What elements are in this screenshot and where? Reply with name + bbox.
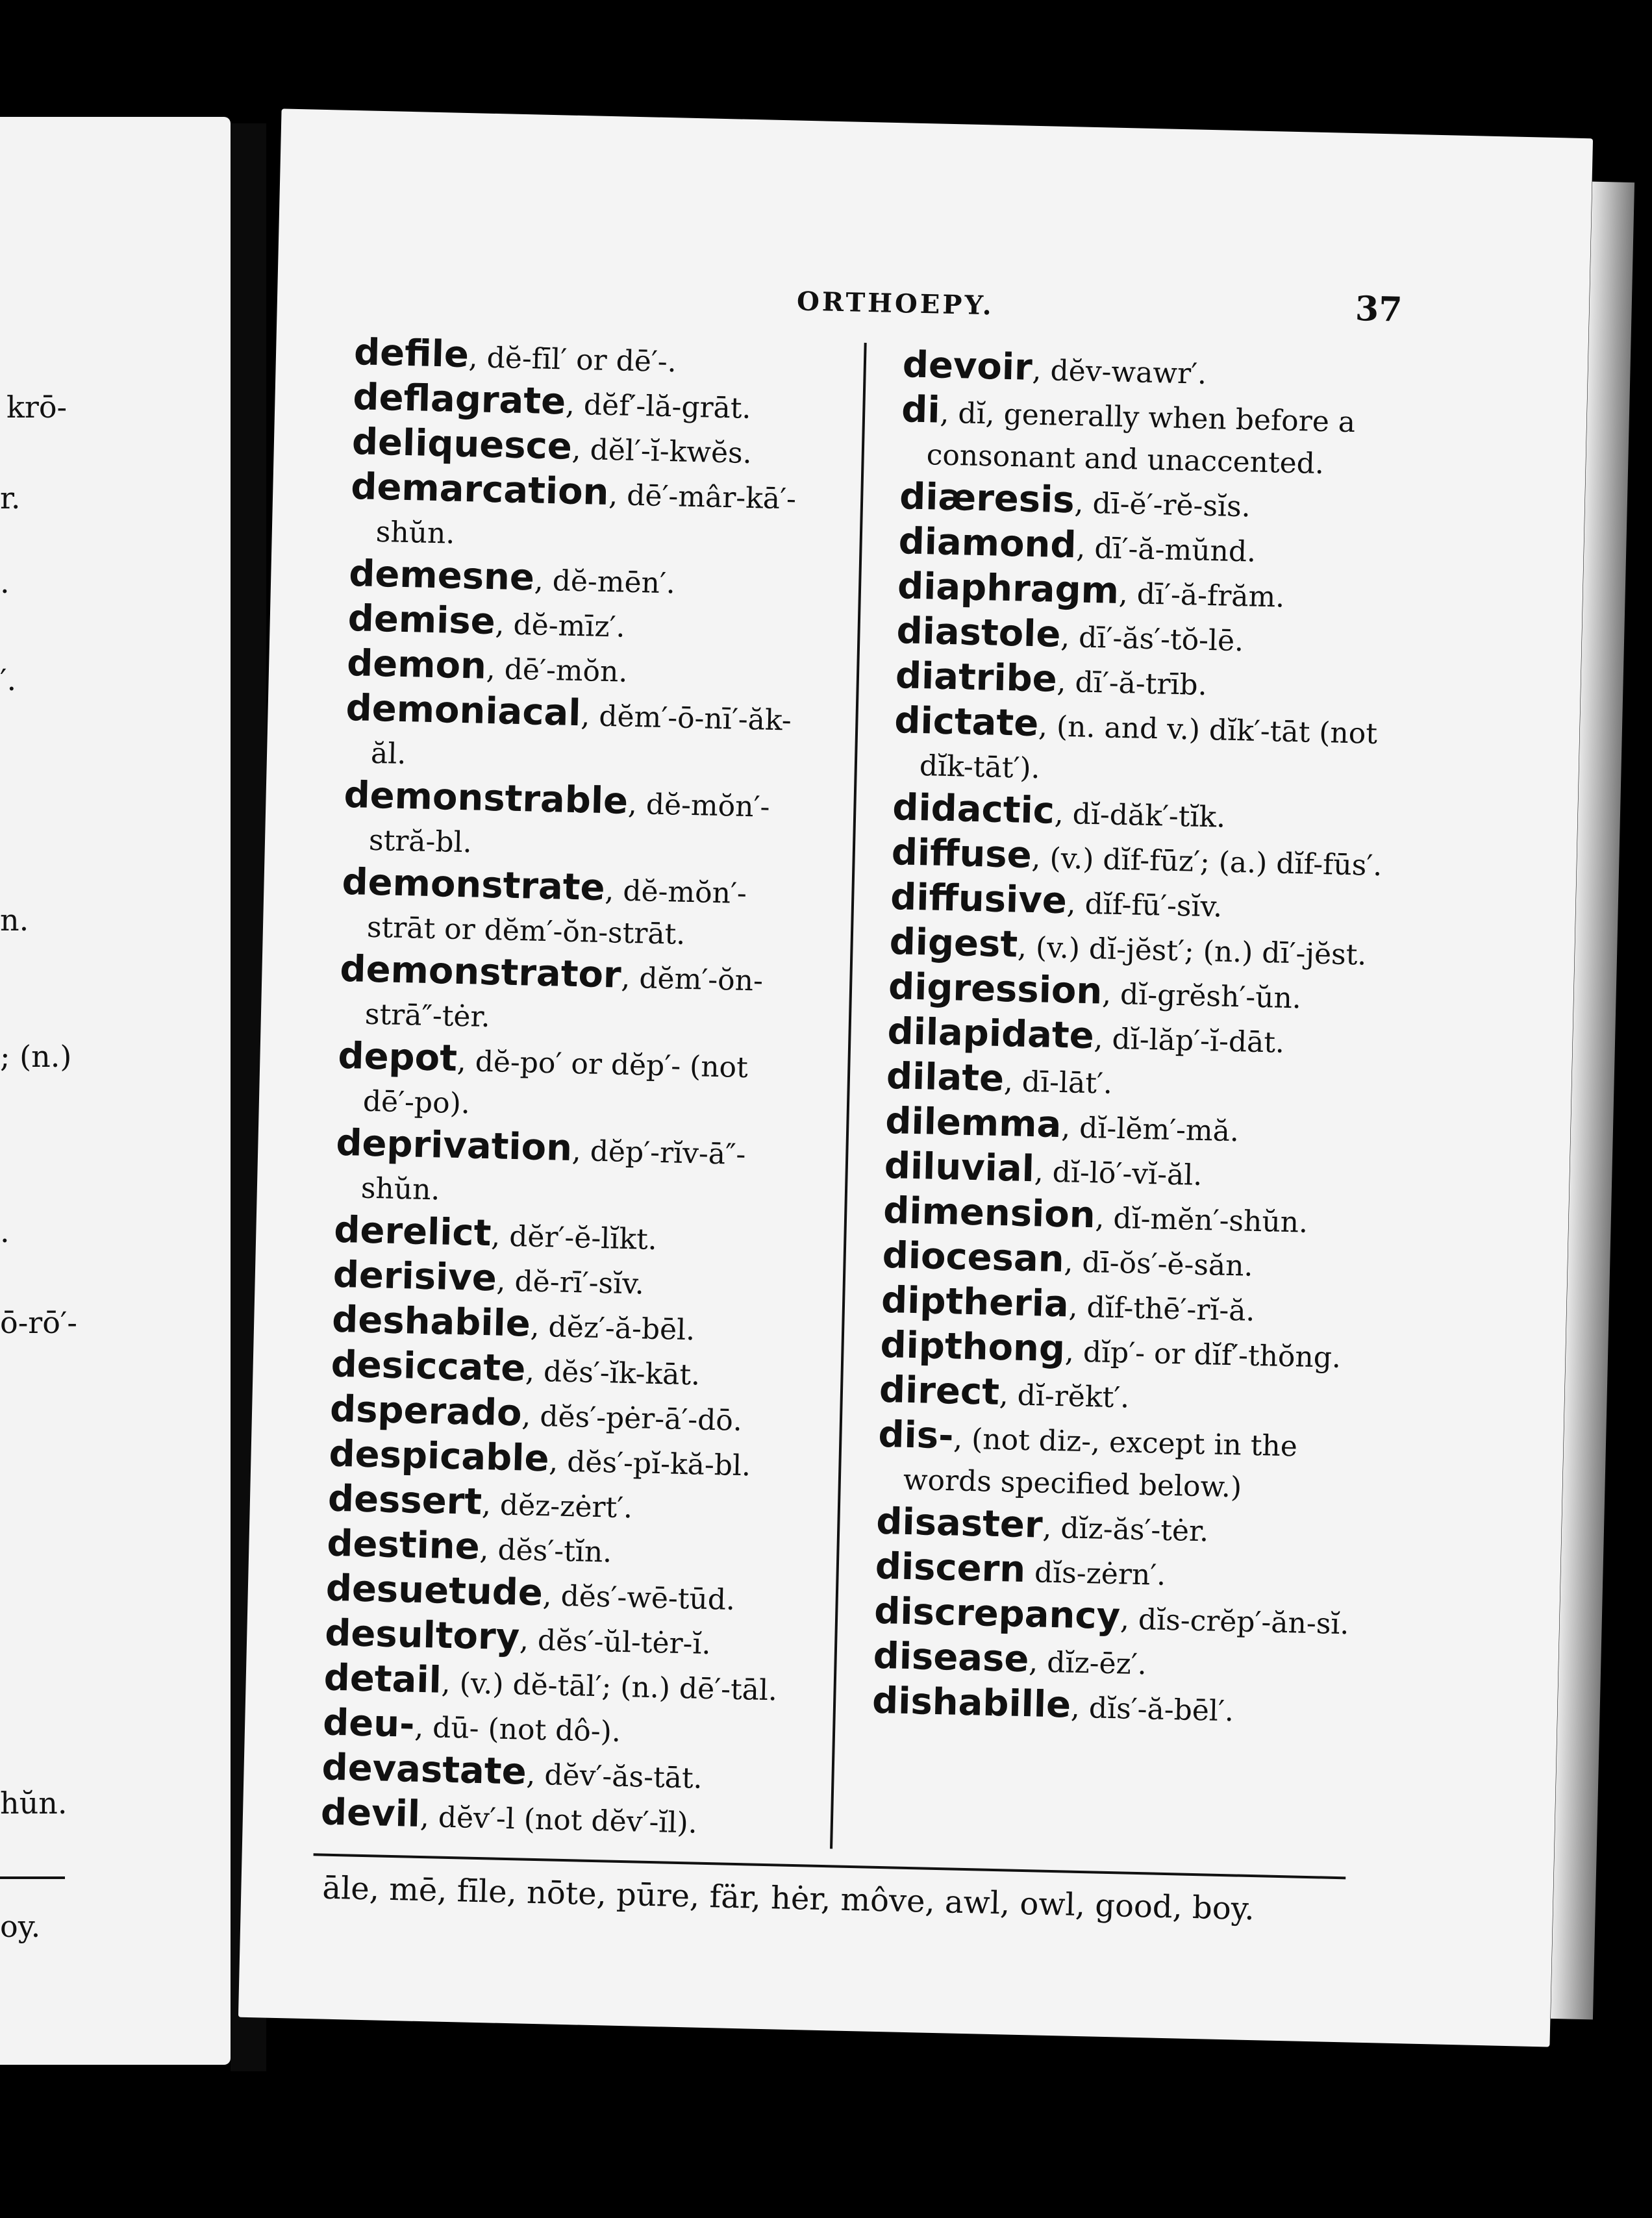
pronunciation: , dī′-ă-mŭnd. xyxy=(1075,531,1257,569)
headword: diffuse xyxy=(891,831,1032,877)
pronunciation: , dĕ-rī′-sĭv. xyxy=(496,1264,645,1301)
headword: digest xyxy=(889,921,1018,966)
pronunciation: , dĭ-lĕm′-mă. xyxy=(1060,1111,1240,1149)
pronunciation: , dī′-ă-frăm. xyxy=(1118,577,1285,614)
headword: desiccate xyxy=(331,1343,526,1390)
pronunciation: , dĕr′-ĕ-lĭkt. xyxy=(490,1219,658,1257)
headword: diamond xyxy=(898,520,1077,567)
pronunciation: , dĕ-po′ or dĕp′- (not dē′-po). xyxy=(362,1044,749,1121)
headword: dilapidate xyxy=(886,1010,1095,1058)
headword: defile xyxy=(353,331,469,377)
headword: destine xyxy=(326,1522,481,1568)
pronunciation: , dĭ, generally when before a consonant and unaccented. xyxy=(926,396,1356,481)
pronunciation: , dĕp′-rĭv-ā″-shŭn. xyxy=(360,1134,746,1207)
pronunciation: , dĭf-thē′-rĭ-ă. xyxy=(1068,1290,1256,1328)
pronunciation: , dĭ-lō′-vĭ-ăl. xyxy=(1034,1155,1203,1193)
dictionary-entry xyxy=(349,466,819,563)
headword: devastate xyxy=(321,1746,527,1793)
headword: di xyxy=(901,388,941,432)
headword: demonstrable xyxy=(343,773,629,823)
page-number: 37 xyxy=(1355,289,1403,330)
headword: deliquesce xyxy=(351,421,573,468)
pronunciation: , (v.) dĭ-jĕst′; (n.) dī′-jĕst. xyxy=(1017,930,1367,972)
pronunciation: , dĭf-fū′-sĭv. xyxy=(1066,887,1223,924)
headword: deflagrate xyxy=(352,376,566,423)
pronunciation: , dĕ-fīl′ or dē′-. xyxy=(468,341,677,379)
headword: diatribe xyxy=(895,654,1058,701)
pronunciation: , dī′-ăs′-tŏ-lē. xyxy=(1060,620,1244,658)
pronunciation: , dĭ-rĕkt′. xyxy=(999,1378,1130,1415)
headword: diæresis xyxy=(899,475,1075,522)
pronunciation: , dĕ-mŏn′-strāt or dĕm′-ŏn-strāt. xyxy=(366,874,747,951)
pronunciation: , dĕf′-lă-grāt. xyxy=(565,388,752,425)
pronunciation: , dī-ĕ′-rĕ-sĭs. xyxy=(1073,486,1251,524)
fragment: ; (n.) xyxy=(0,1039,72,1074)
pronunciation: , dĕ-mēn′. xyxy=(534,564,676,601)
pronunciation: , dē′-mâr-kā′-shŭn. xyxy=(375,479,797,551)
pronunciation: , dĕz′-ă-bēl. xyxy=(530,1310,695,1347)
pronunciation: , dĕs′-tĭn. xyxy=(479,1532,612,1569)
pronunciation: , dĕs′-wē-tūd. xyxy=(542,1579,736,1617)
pronunciation: , dĭ-dăk′-tĭk. xyxy=(1054,797,1226,834)
pronunciation: , dū- (not dô-). xyxy=(414,1710,621,1749)
headword: direct xyxy=(879,1368,1000,1414)
previous-page-fragment xyxy=(0,117,231,2065)
headword: derisive xyxy=(332,1253,497,1300)
dictionary-entry xyxy=(344,687,814,784)
column-divider xyxy=(830,343,867,1849)
headword: dipthong xyxy=(879,1323,1066,1371)
headword: discrepancy xyxy=(873,1589,1121,1638)
fragment: ′. xyxy=(0,662,17,697)
headword: desultory xyxy=(324,1612,520,1659)
headword: diluvial xyxy=(884,1144,1035,1191)
headword: diaphragm xyxy=(897,565,1120,612)
fragment: krō- xyxy=(6,390,68,425)
pronunciation: , dĕ-mŏn′-stră-bl. xyxy=(368,787,770,860)
fragment: oy. xyxy=(0,1909,41,1944)
right-column xyxy=(871,343,1396,1736)
fragment: . xyxy=(0,1214,10,1249)
pronunciation: , dĭs′-ă-bēl′. xyxy=(1070,1691,1234,1728)
fragment: r. xyxy=(0,480,21,516)
headword: deu- xyxy=(322,1701,416,1746)
headword: despicable xyxy=(328,1432,550,1480)
pronunciation: , dĭz-ēz′. xyxy=(1028,1645,1147,1682)
pronunciation: , dĕs′-ŭl-tėr-ĭ. xyxy=(519,1623,712,1662)
headword: devil xyxy=(320,1791,421,1836)
headword: demesne xyxy=(348,553,535,599)
left-column xyxy=(320,331,821,1847)
pronunciation: , dĭp′- or dĭf′-thŏng. xyxy=(1064,1335,1342,1375)
headword: devoir xyxy=(902,343,1033,389)
pronunciation: , dĭ-mĕn′-shŭn. xyxy=(1094,1201,1308,1240)
pronunciation: dĭs-zėrn′. xyxy=(1025,1556,1166,1592)
headword: demonstrate xyxy=(341,860,606,910)
headword: deshabile xyxy=(331,1298,531,1345)
pronunciation: , dĕs′-pĭ-kă-bl. xyxy=(548,1445,751,1483)
pronunciation: , dĕv′-l (not dĕv′-ĭl). xyxy=(419,1800,698,1840)
pronunciation: , dĕm′-ŏn-strā″-tėr. xyxy=(364,961,764,1034)
pronunciation: , dĕl′-ĭ-kwĕs. xyxy=(571,432,753,471)
headword: dimension xyxy=(882,1189,1096,1237)
pronunciation: , dĕs′-pėr-ā′-dō. xyxy=(521,1399,743,1438)
pronunciation: , dĭs-crĕp′-ăn-sĭ. xyxy=(1120,1602,1349,1641)
pronunciation: , dĕv-wawr′. xyxy=(1032,353,1207,391)
headword: dilate xyxy=(886,1054,1005,1101)
fragment: ō-rō′- xyxy=(0,1305,77,1340)
headword: demise xyxy=(347,597,496,643)
dictionary-entry xyxy=(334,1122,804,1219)
headword: dis- xyxy=(877,1413,955,1458)
headword: discern xyxy=(875,1545,1026,1591)
pronunciation: , dĭz-ăs′-tėr. xyxy=(1042,1511,1209,1549)
dictionary-entry xyxy=(340,861,810,958)
pronunciation: , dĕs′-ĭk-kāt. xyxy=(525,1354,701,1392)
pronunciation: , dĕz-zėrt′. xyxy=(481,1488,633,1525)
headword: demonstrator xyxy=(339,947,622,997)
pronunciation: , dĕv′-ăs-tāt. xyxy=(525,1758,703,1795)
book-page xyxy=(238,108,1593,2047)
dictionary-entry xyxy=(336,1035,806,1132)
headword: deprivation xyxy=(335,1121,573,1170)
headword: dishabille xyxy=(871,1679,1071,1726)
dictionary-entry xyxy=(342,774,812,871)
pronunciation: , dī-ŏs′-ĕ-săn. xyxy=(1063,1245,1254,1283)
headword: demarcation xyxy=(350,466,610,514)
pronunciation: , dī-lāt′. xyxy=(1003,1065,1113,1101)
pronunciation: , dĭ-lăp′-ĭ-dāt. xyxy=(1094,1022,1285,1060)
pronunciation: , (v.) dĕ-tāl′; (n.) dē′-tāl. xyxy=(441,1666,778,1708)
fragment: n. xyxy=(0,903,29,938)
dictionary-entry xyxy=(900,388,1395,486)
headword: diocesan xyxy=(882,1234,1065,1281)
pronunciation: , (not diz-, except in the words specified below.) xyxy=(903,1422,1298,1504)
pronunciation: , dī′-ă-trīb. xyxy=(1057,665,1208,703)
headword: demon xyxy=(346,642,487,688)
headword: demoniacal xyxy=(345,686,582,735)
pronunciation: , dē′-mŏn. xyxy=(486,652,628,689)
pronunciation: , (v.) dĭf-fūz′; (a.) dĭf-fūs′. xyxy=(1031,841,1383,883)
fragment: . xyxy=(0,565,10,600)
headword: didactic xyxy=(892,786,1055,832)
headword: digression xyxy=(888,966,1103,1013)
headword: detail xyxy=(323,1656,442,1702)
headword: depot xyxy=(337,1034,458,1080)
headword: dictate xyxy=(894,699,1039,745)
headword: derelict xyxy=(333,1208,492,1255)
pronunciation: , dĕ-mīz′. xyxy=(495,608,626,644)
running-head: ORTHOEPY. xyxy=(796,286,995,321)
headword: desuetude xyxy=(325,1567,544,1615)
headword: dessert xyxy=(327,1477,482,1524)
pronunciation: , dĕm′-ō-nī′-ăk-ăl. xyxy=(370,699,792,771)
headword: diastole xyxy=(895,610,1062,656)
headword: dilemma xyxy=(884,1099,1062,1147)
headword: disaster xyxy=(875,1500,1044,1547)
headword: diptheria xyxy=(881,1278,1070,1326)
pronunciation: , (n. and v.) dĭk′-tāt (not dĭk-tāt′). xyxy=(919,710,1378,786)
divider xyxy=(0,1876,65,1879)
pronunciation: , dĭ-grĕsh′-ŭn. xyxy=(1101,977,1302,1016)
pronunciation-key: āle, mē, fīle, nōte, pūre, fär, hėr, môve, awl, owl, good, boy. xyxy=(321,1869,1255,1928)
fragment: hŭn. xyxy=(0,1786,68,1821)
dictionary-entry xyxy=(893,699,1388,797)
headword: diffusive xyxy=(890,876,1068,923)
dictionary-entry xyxy=(338,948,808,1045)
dictionary-entry xyxy=(877,1414,1372,1512)
headword: dsperado xyxy=(329,1388,523,1435)
headword: disease xyxy=(873,1634,1030,1681)
